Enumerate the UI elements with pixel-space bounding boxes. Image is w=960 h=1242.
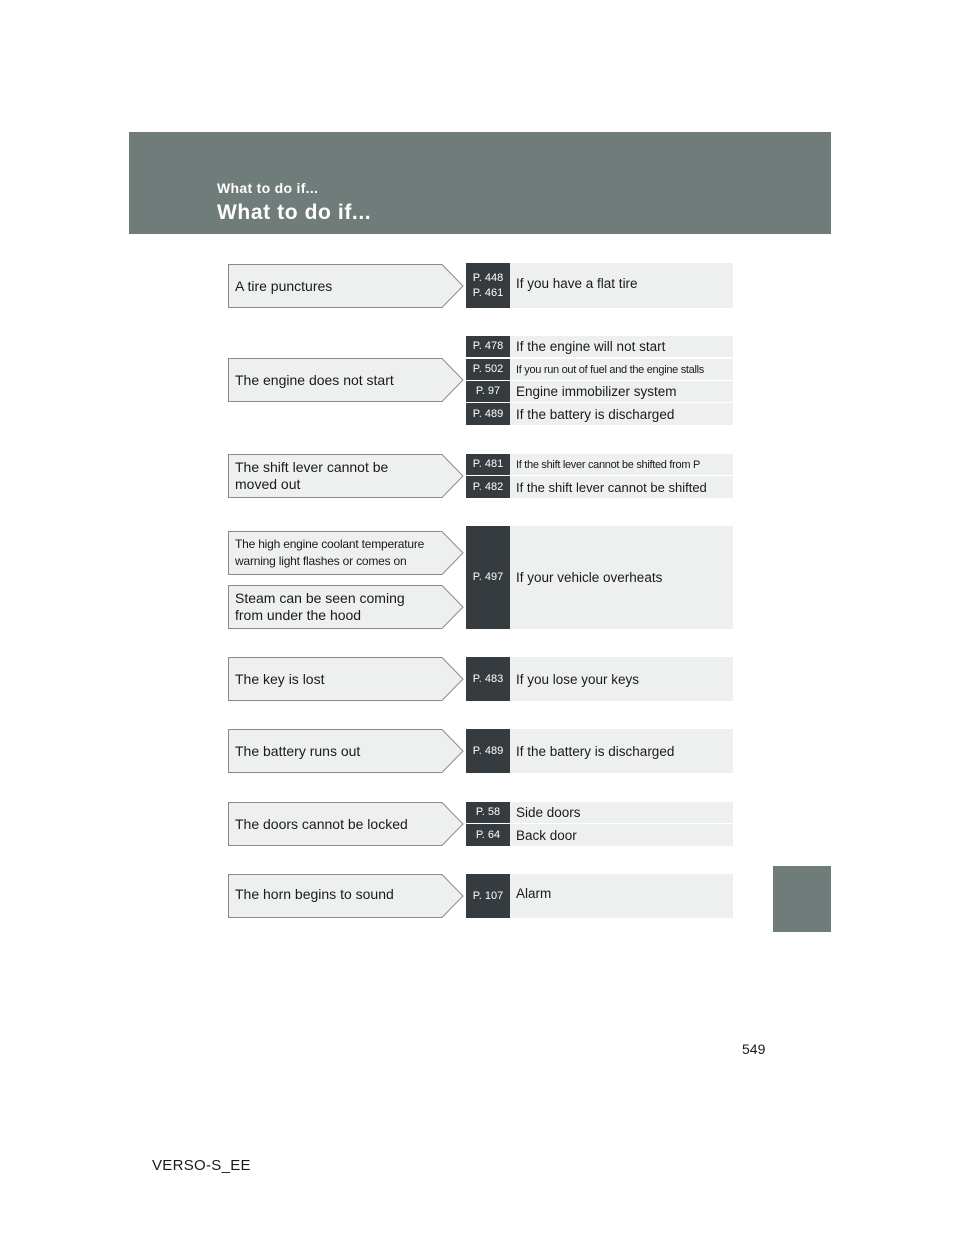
- reference-title[interactable]: If the battery is discharged: [516, 406, 675, 422]
- problem-line: The horn begins to sound: [235, 886, 394, 902]
- page-ref: P. 448: [472, 271, 504, 284]
- reference-row: [466, 824, 733, 846]
- reference-row: [466, 336, 733, 357]
- problem-line: The key is lost: [235, 670, 325, 687]
- reference-title[interactable]: If your vehicle overheats: [516, 570, 663, 585]
- page-ref: P. 502: [472, 363, 504, 375]
- problem-box: [228, 585, 464, 629]
- problem-line: The engine does not start: [235, 371, 394, 388]
- reference-row: [466, 403, 733, 425]
- reference-title[interactable]: Alarm: [516, 886, 552, 901]
- page-badge[interactable]: [466, 657, 510, 701]
- model-code: VERSO-S_EE: [152, 1157, 251, 1174]
- problem-line: warning light flashes or comes on: [235, 554, 407, 568]
- page-badge[interactable]: [466, 403, 510, 425]
- problem-label: [235, 358, 445, 402]
- problem-box: [228, 358, 464, 402]
- reference-title[interactable]: If the battery is discharged: [516, 743, 675, 759]
- section-title-small: What to do if...: [217, 180, 319, 196]
- problem-line: Steam can be seen coming: [235, 590, 405, 606]
- reference-row: [466, 526, 733, 629]
- reference-row: [466, 359, 733, 380]
- page-ref: P. 64: [475, 828, 501, 841]
- problem-label: [235, 657, 445, 701]
- page-badge[interactable]: [466, 526, 510, 629]
- page-ref: P. 478: [472, 340, 504, 352]
- problem-label: [235, 729, 445, 773]
- reference-row: [466, 454, 733, 475]
- page-badge[interactable]: [466, 263, 510, 308]
- page-badge[interactable]: [466, 874, 510, 918]
- problem-label: [235, 585, 445, 629]
- reference-row: [466, 874, 733, 918]
- reference-title[interactable]: If you lose your keys: [516, 671, 640, 687]
- page-ref: P. 481: [472, 458, 504, 470]
- problem-label: [235, 802, 445, 846]
- reference-title[interactable]: Back door: [516, 827, 577, 843]
- reference-title[interactable]: If the shift lever cannot be shifted from P: [516, 458, 700, 471]
- page-badge[interactable]: [466, 476, 510, 498]
- page-ref: P. 482: [472, 480, 504, 493]
- page-badge[interactable]: [466, 729, 510, 773]
- problem-label: [235, 874, 445, 903]
- problem-line: A tire punctures: [235, 277, 333, 294]
- problem-line: The doors cannot be locked: [235, 815, 408, 832]
- chapter-tab: [773, 866, 831, 932]
- reference-title[interactable]: Side doors: [516, 805, 581, 820]
- page-number: 549: [742, 1041, 766, 1057]
- page-ref: P. 489: [472, 407, 504, 420]
- page-badge[interactable]: [466, 454, 510, 475]
- problem-box: [228, 874, 464, 918]
- reference-row: [466, 381, 733, 402]
- problem-label: [235, 264, 445, 308]
- problem-box: [228, 802, 464, 846]
- problem-label: [235, 454, 445, 498]
- reference-title[interactable]: If you run out of fuel and the engine stalls: [516, 363, 704, 376]
- problem-line: The high engine coolant temperature: [235, 537, 425, 551]
- page-badge[interactable]: [466, 336, 510, 357]
- problem-line: from under the hood: [235, 607, 362, 623]
- reference-row: [466, 476, 733, 498]
- reference-title[interactable]: If the shift lever cannot be shifted: [516, 479, 707, 495]
- page-ref: P. 483: [472, 672, 504, 685]
- page-ref: P. 58: [475, 806, 501, 818]
- section-title: What to do if...: [217, 201, 372, 224]
- reference-row: [466, 263, 733, 308]
- problem-box: [228, 729, 464, 773]
- problem-box: [228, 657, 464, 701]
- reference-title[interactable]: Engine immobilizer system: [516, 384, 677, 399]
- reference-row: [466, 729, 733, 773]
- problem-box: [228, 264, 464, 308]
- page-ref: P. 489: [472, 744, 504, 757]
- page-ref: P. 107: [472, 889, 504, 902]
- section-header: [129, 132, 831, 234]
- page-badge[interactable]: [466, 381, 510, 402]
- problem-line: The battery runs out: [235, 742, 361, 759]
- problem-box: [228, 531, 464, 575]
- page-badge[interactable]: [466, 359, 510, 380]
- problem-line: The shift lever cannot be: [235, 459, 389, 475]
- problem-label: [235, 531, 445, 575]
- problem-box: [228, 454, 464, 498]
- page-ref: P. 461: [472, 286, 504, 299]
- page-badge[interactable]: [466, 802, 510, 823]
- page-badge[interactable]: [466, 824, 510, 846]
- reference-row: [466, 657, 733, 701]
- reference-title[interactable]: If the engine will not start: [516, 339, 666, 354]
- page-ref: P. 97: [475, 385, 501, 397]
- reference-row: [466, 802, 733, 823]
- page-ref: P. 497: [472, 571, 504, 583]
- reference-title[interactable]: If you have a flat tire: [516, 276, 638, 291]
- problem-line: moved out: [235, 476, 301, 492]
